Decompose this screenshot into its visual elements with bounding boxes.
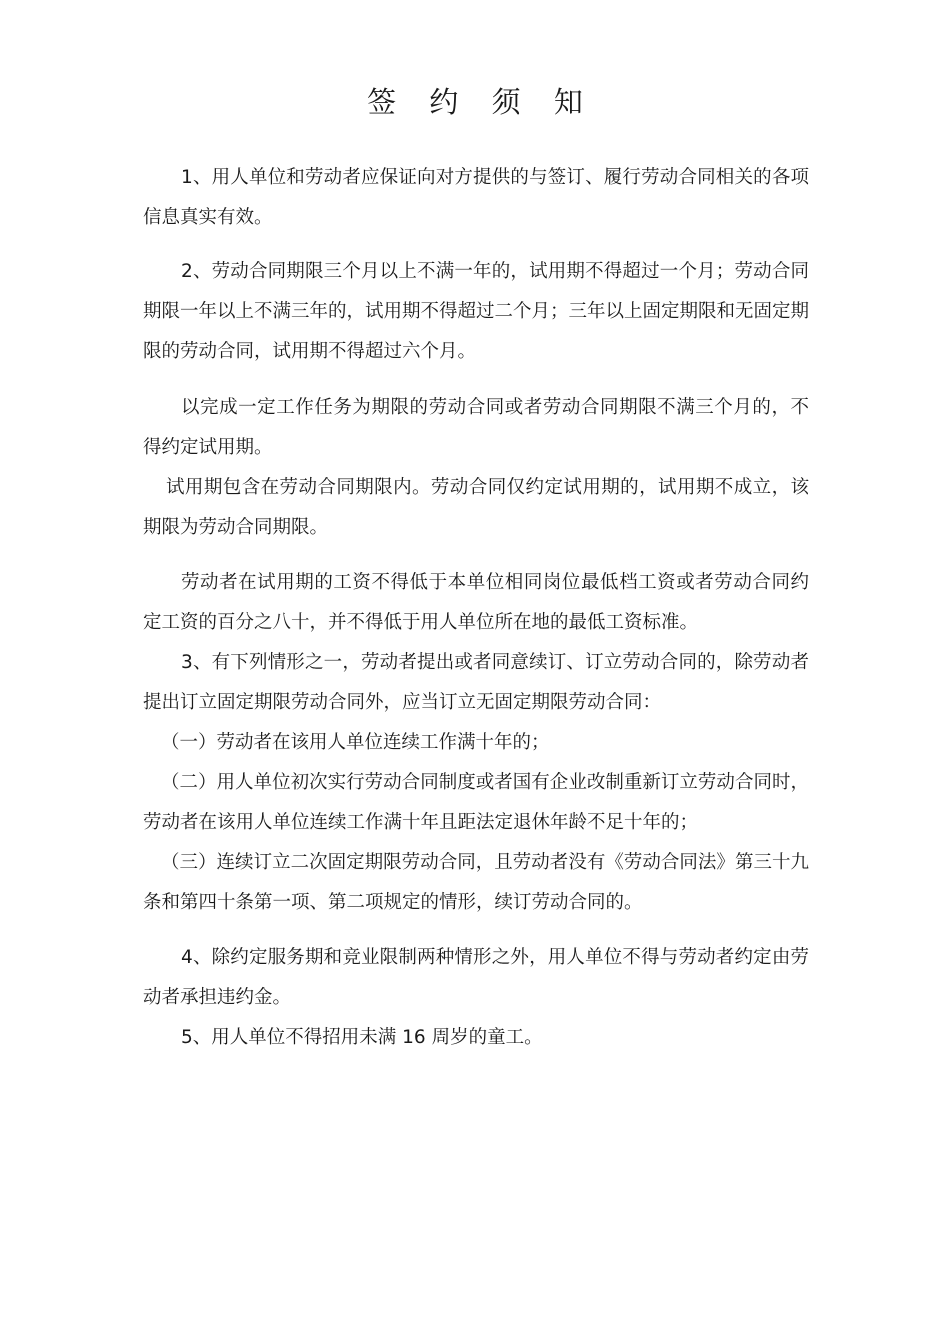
paragraph-8: 5、用人单位不得招用未满 16 周岁的童工。 xyxy=(181,1027,543,1048)
paragraph-6: 3、有下列情形之一，劳动者提出或者同意续订、订立劳动合同的，除劳动者提出订立固定期限劳动合同外，应当订立无固定期限劳动合同： xyxy=(143,652,809,713)
paragraph-2: 2、劳动合同期限三个月以上不满一年的，试用期不得超过一个月；劳动合同期限一年以上不满三年的，试用期不得超过二个月；三年以上固定期限和无固定期限的劳动合同，试用期不得超过六个月。 xyxy=(143,261,810,362)
paragraph-7: 4、除约定服务期和竞业限制两种情形之外，用人单位不得与劳动者约定由劳动者承担违约金。 xyxy=(143,947,809,1008)
paragraph-3: 以完成一定工作任务为期限的劳动合同或者劳动合同期限不满三个月的，不得约定试用期。 xyxy=(143,397,809,458)
paragraph-5: 劳动者在试用期的工资不得低于本单位相同岗位最低档工资或者劳动合同约定工资的百分之八十，并不得低于用人单位所在地的最低工资标准。 xyxy=(143,572,809,633)
paragraph-1: 1、用人单位和劳动者应保证向对方提供的与签订、履行劳动合同相关的各项信息真实有效。 xyxy=(143,167,809,228)
document-title: 签 约 须 知 xyxy=(367,85,595,119)
list-item-3: （三）连续订立二次固定期限劳动合同，且劳动者没有《劳动合同法》第三十九条和第四十条第一项、第二项规定的情形，续订劳动合同的。 xyxy=(143,852,809,913)
paragraph-4: 试用期包含在劳动合同期限内。劳动合同仅约定试用期的，试用期不成立，该期限为劳动合同期限。 xyxy=(143,477,809,538)
list-item-2: （二）用人单位初次实行劳动合同制度或者国有企业改制重新订立劳动合同时，劳动者在该用人单位连续工作满十年且距法定退休年龄不足十年的； xyxy=(143,772,809,833)
list-item-1: （一）劳动者在该用人单位连续工作满十年的； xyxy=(161,732,550,753)
